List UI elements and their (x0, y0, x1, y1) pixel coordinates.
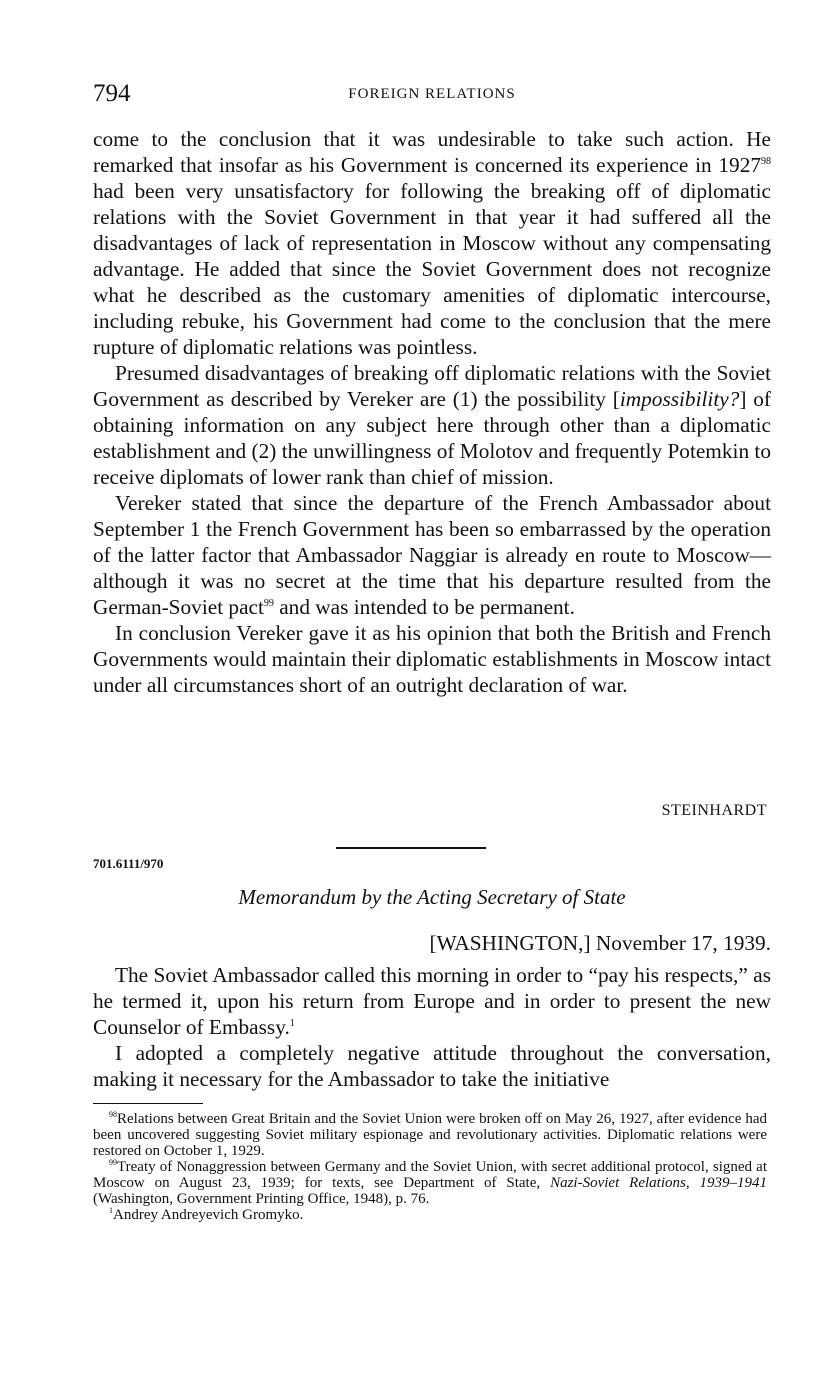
footnote-ref: 98 (761, 155, 771, 167)
paragraph: Presumed disadvantages of breaking off diplomatic relations with the Soviet Government as described by Vereker are (1) the possibility [impossibility?] of obtaining information on any subject here through other than a diplomatic establishment and (2) the unwillingness of Molotov and frequently Potemkin to receive diplomats of lower rank than chief of mission. (93, 361, 771, 489)
memo-title: Memorandum by the Acting Secretary of State (238, 885, 626, 909)
dateline-place: WASHINGTON, (436, 931, 584, 955)
dateline-date: November 17, 1939. (590, 931, 771, 955)
dateline: [WASHINGTON,] November 17, 1939. (429, 931, 771, 955)
footnote: $^{99}$Treaty of Nonaggression between Germany and the Soviet Union, with secret additional protocol, signed at Moscow on August 23, 1939; for texts, see Department of State, Nazi-Soviet Relations, 1939–1941 (Washington, Government Printing Office, 1948), p. 76. (93, 1158, 767, 1207)
main-text (93, 126, 771, 698)
page-header (93, 80, 771, 114)
paragraph: come to the conclusion that it was undesirable to take such action. He remarked that insofar as his Government is concerned its experience in 1927$^{98}$ had been very unsatisfactory for following the breaking off of diplomatic relations with the Soviet Government in that year it had suffered all the disadvantages of lack of representation in Moscow without any compensating advantage. He added that since the Soviet Government does not recognize what he described as the customary amenities of diplomatic intercourse, including rebuke, his Government had come to the conclusion that the mere rupture of diplomatic relations was pointless. (93, 127, 771, 359)
memo-text (93, 962, 771, 1092)
signature: STEINHARDT (661, 802, 767, 819)
paragraph: In conclusion Vereker gave it as his opinion that both the British and French Governments would maintain their diplomatic establishments in Moscow intact under all circumstances short of an outright declaration of war. (93, 621, 771, 697)
file-number: 701.6111/970 (93, 856, 164, 871)
footnote: $^1$Andrey Andreyevich Gromyko. (109, 1206, 304, 1223)
paragraph: I adopted a completely negative attitude throughout the conversation, making it necessary for the Ambassador to take the initiative (93, 1041, 771, 1091)
page-number: 794 (93, 80, 131, 107)
paragraph: Vereker stated that since the departure of the French Ambassador about September 1 the French Government has been so embarrassed by the operation of the latter factor that Ambassador Naggiar is already en route to Moscow—although it was no secret at the time that his departure resulted from the German-Soviet pact$^{99}$ and was intended to be permanent. (93, 491, 771, 619)
footnote-ref: 1 (289, 1017, 295, 1029)
running-head: FOREIGN RELATIONS (348, 86, 516, 102)
section-divider (336, 847, 486, 849)
footnote-divider (93, 1103, 203, 1104)
paragraph: The Soviet Ambassador called this morning in order to “pay his respects,” as he termed it, upon his return from Europe and in order to present the new Counselor of Embassy.$^1$ (93, 963, 771, 1039)
footnote-ref: 99 (263, 597, 274, 609)
footnote: $^{98}$Relations between Great Britain and the Soviet Union were broken off on May 26, 1927, after evidence had been uncovered suggesting Soviet military espionage and revolutionary activities. Diplomatic relations were restored on October 1, 1929. (93, 1110, 767, 1159)
footnotes (93, 1111, 767, 1223)
